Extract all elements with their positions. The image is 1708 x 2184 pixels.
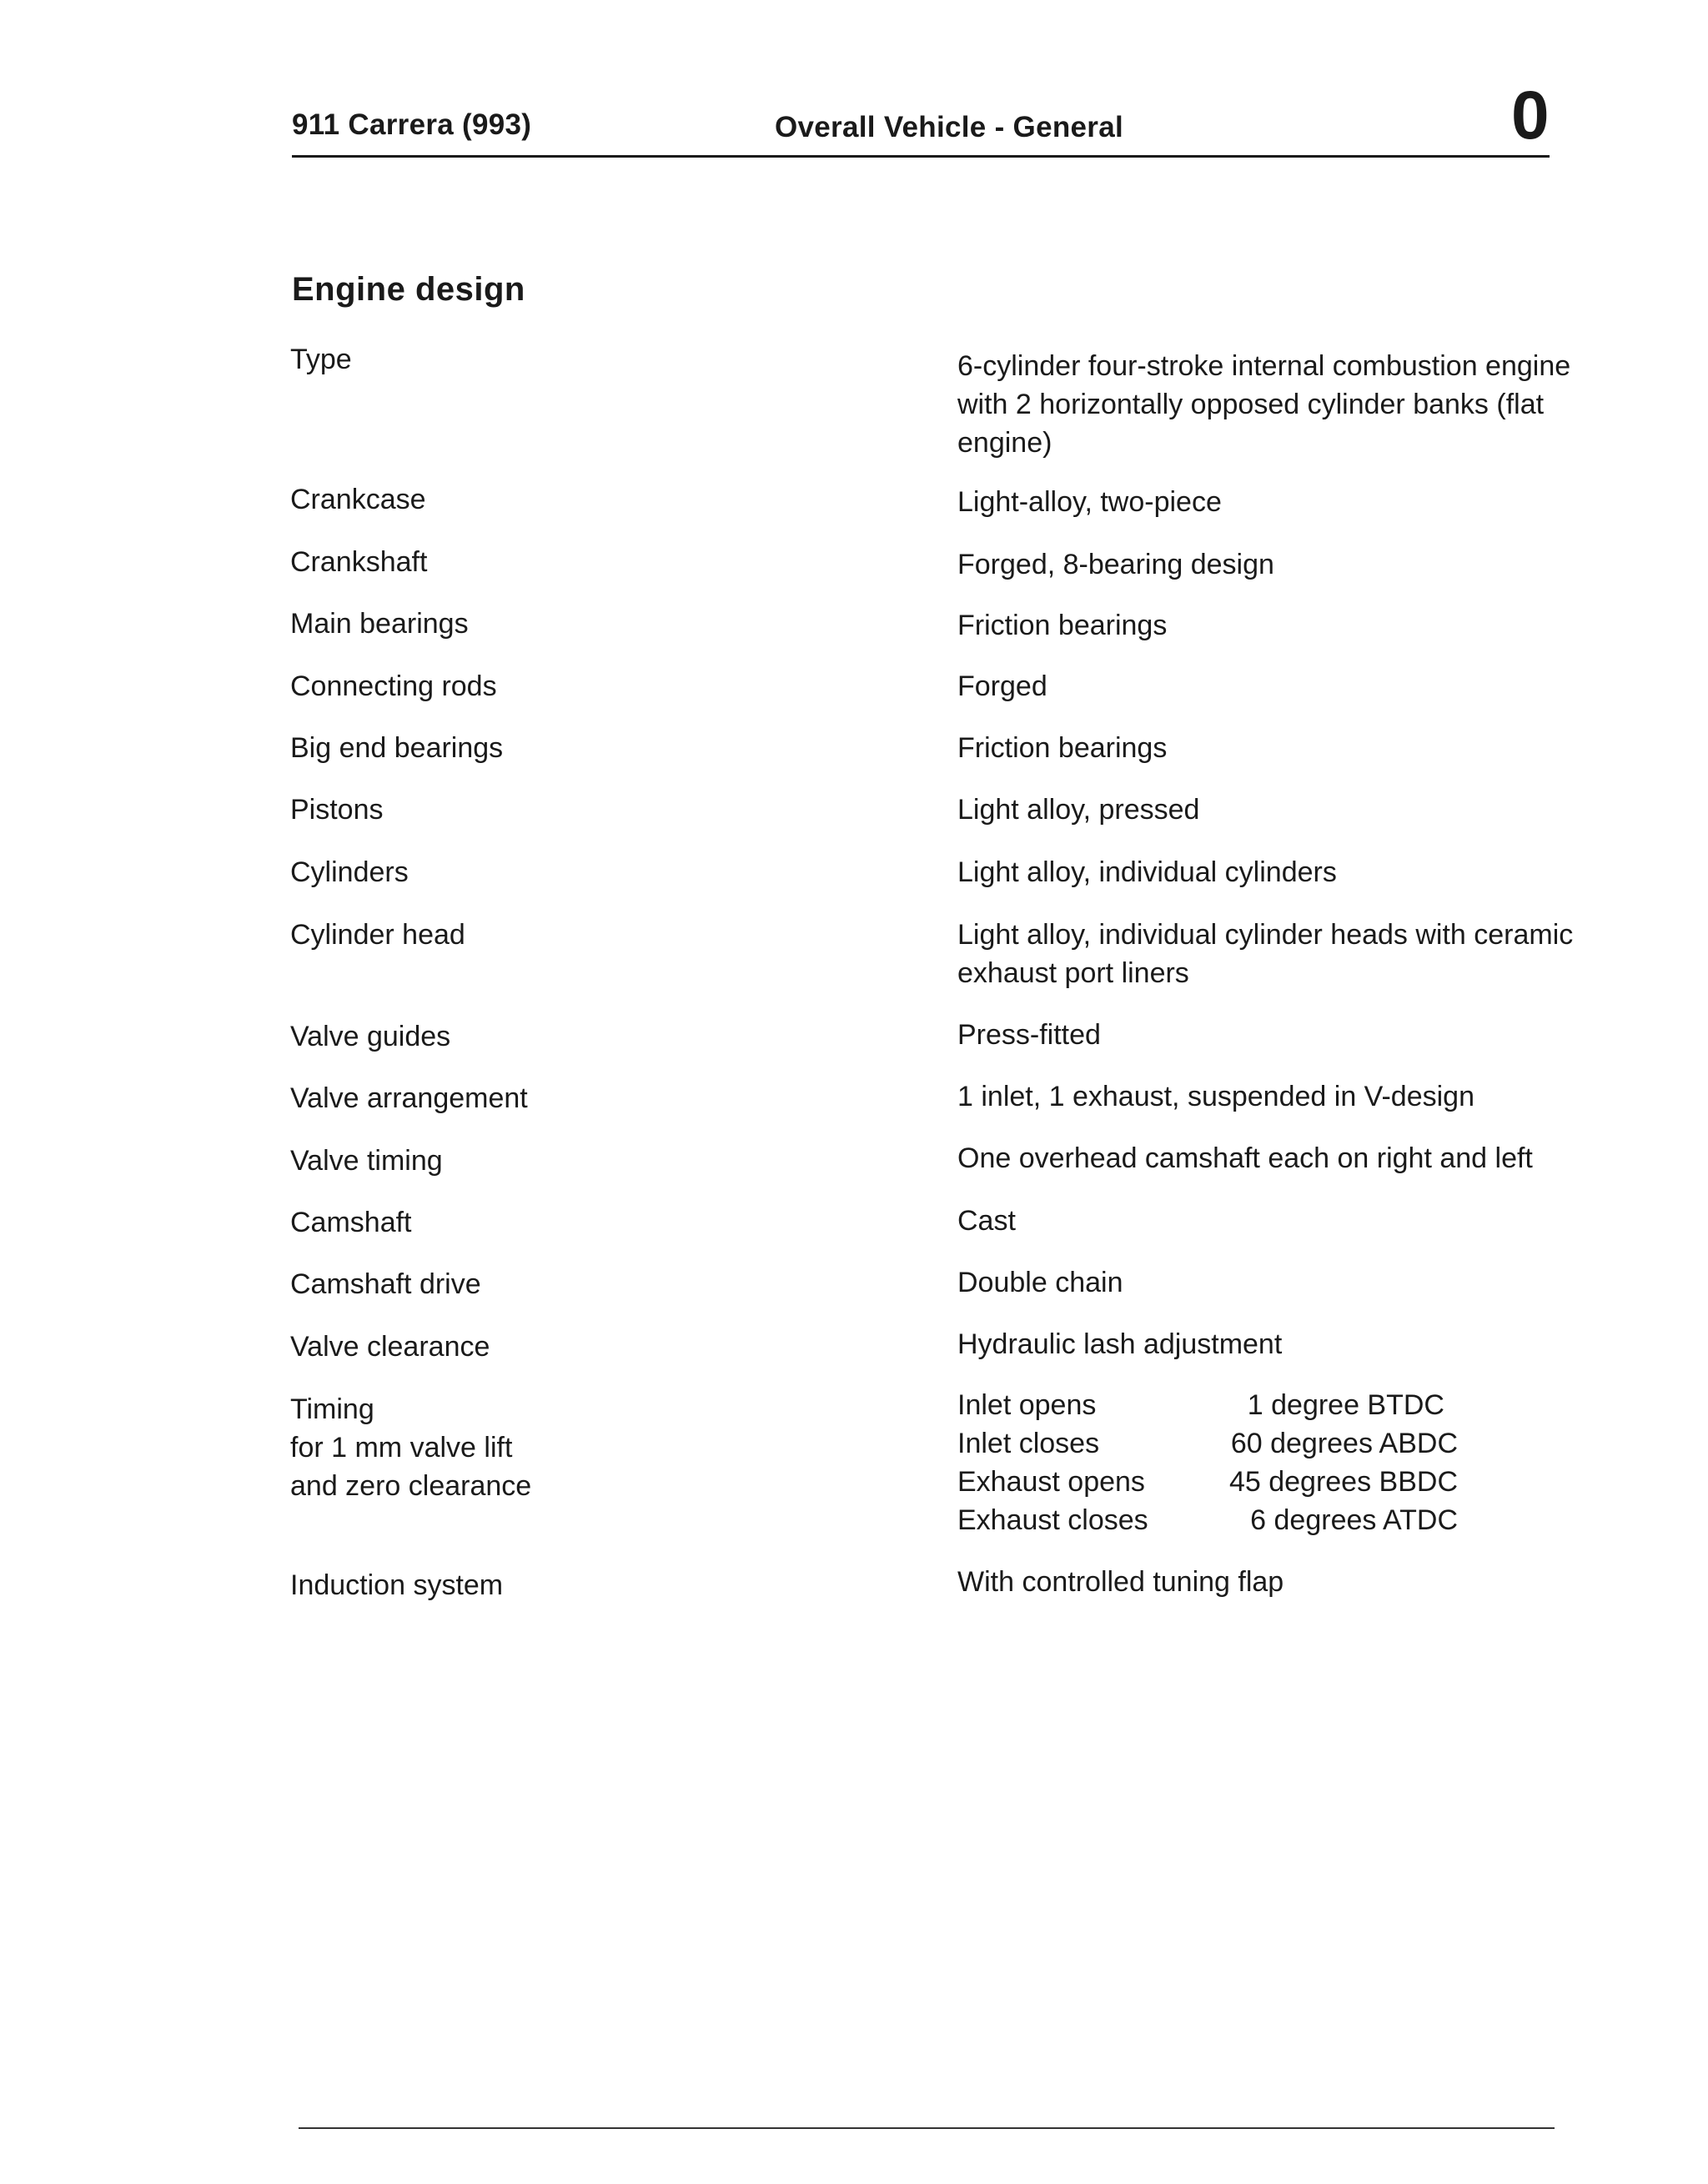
header-model: 911 Carrera (993) [292,108,532,141]
header-section: Overall Vehicle - General [775,111,1123,143]
timing-label-line: Timing [290,1393,374,1425]
spec-label-valve-arrangement: Valve arrangement [290,1082,528,1114]
timing-event: Inlet opens [957,1389,1097,1421]
spec-label-connecting-rods: Connecting rods [290,670,497,702]
spec-label-crankcase: Crankcase [290,484,426,515]
footer-rule [299,2127,1555,2129]
timing-row [957,1386,1458,1424]
spec-value-line: with 2 horizontally opposed cylinder banks (flat [957,389,1545,420]
section-title: Engine design [292,271,525,308]
spec-value-camshaft: Cast [957,1205,1016,1237]
spec-value-line: exhaust port liners [957,957,1189,989]
spec-value-line: engine) [957,427,1052,459]
spec-label-valve-guides: Valve guides [290,1021,451,1052]
spec-label-cylinder-head: Cylinder head [290,919,465,951]
timing-row [957,1501,1458,1539]
spec-value-connecting-rods: Forged [957,670,1047,702]
timing-value: 6 degrees ATDC [1250,1504,1458,1536]
spec-label-induction-system: Induction system [290,1569,504,1601]
spec-value-cylinders: Light alloy, individual cylinders [957,856,1337,888]
timing-row [957,1463,1458,1501]
spec-label-valve-clearance: Valve clearance [290,1331,490,1363]
spec-value-camshaft-drive: Double chain [957,1267,1123,1298]
timing-label-line: for 1 mm valve lift [290,1432,513,1464]
timing-value: 45 degrees BBDC [1228,1466,1458,1498]
spec-label-camshaft-drive: Camshaft drive [290,1268,481,1300]
header-group-number: 0 [1511,78,1550,153]
timing-value: 60 degrees ABDC [1230,1428,1458,1459]
spec-value-pistons: Light alloy, pressed [957,794,1200,826]
timing-table [957,1386,1458,1539]
spec-label-camshaft: Camshaft [290,1207,412,1238]
spec-label-pistons: Pistons [290,794,384,826]
spec-label-cylinders: Cylinders [290,856,409,888]
spec-value-line: Light alloy, individual cylinder heads with ceramic [957,919,1574,951]
spec-label-type: Type [290,344,352,375]
timing-event: Inlet closes [957,1428,1100,1459]
spec-label-big-end-bearings: Big end bearings [290,732,504,764]
spec-value-valve-timing: One overhead camshaft each on right and left [957,1142,1533,1174]
spec-value-crankcase: Light-alloy, two-piece [957,486,1222,518]
spec-value-induction-system: With controlled tuning flap [957,1566,1284,1598]
spec-value-valve-guides: Press-fitted [957,1019,1101,1051]
spec-value-big-end-bearings: Friction bearings [957,732,1168,764]
spec-label-crankshaft: Crankshaft [290,546,428,578]
spec-label-valve-timing: Valve timing [290,1145,443,1177]
spec-label-timing [290,1390,531,1505]
spec-label-main-bearings: Main bearings [290,608,469,640]
spec-value-valve-arrangement: 1 inlet, 1 exhaust, suspended in V-design [957,1081,1474,1112]
spec-value-line: 6-cylinder four-stroke internal combustion engine [957,350,1571,382]
header-rule [292,155,1550,158]
spec-value-crankshaft: Forged, 8-bearing design [957,549,1274,580]
spec-value-main-bearings: Friction bearings [957,610,1168,641]
spec-value-cylinder-head [957,916,1573,992]
spec-value-type [957,347,1570,462]
timing-value: 1 degree BTDC [1247,1389,1444,1421]
timing-event: Exhaust opens [957,1466,1145,1498]
timing-event: Exhaust closes [957,1504,1148,1536]
timing-row [957,1424,1458,1463]
timing-label-line: and zero clearance [290,1470,532,1502]
spec-value-valve-clearance: Hydraulic lash adjustment [957,1328,1283,1360]
